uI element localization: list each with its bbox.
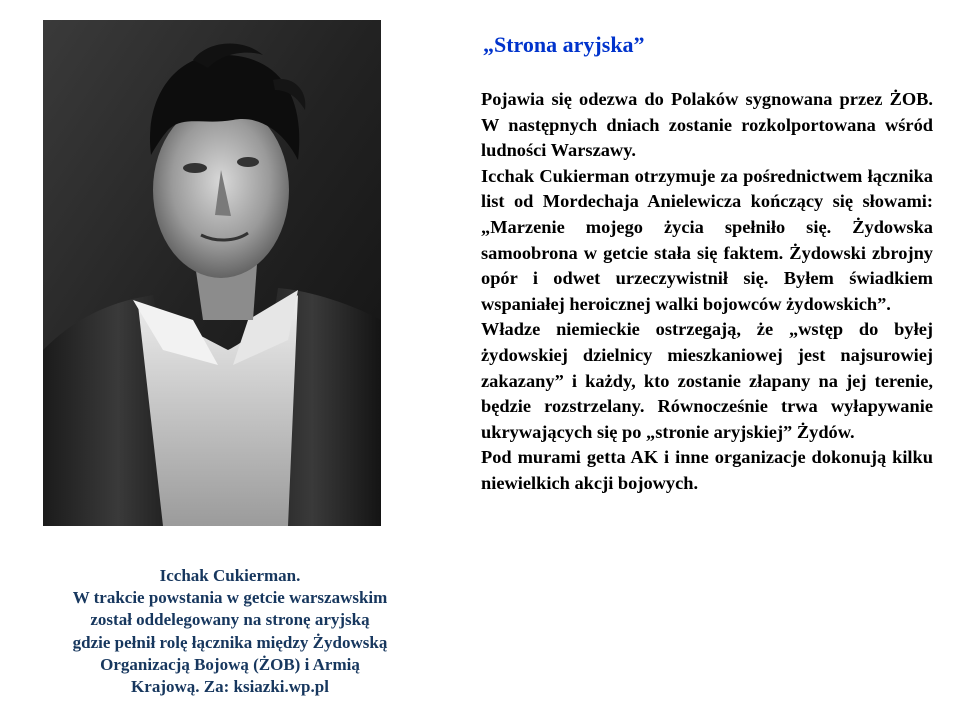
caption-line: został oddelegowany na stronę aryjską bbox=[90, 610, 370, 630]
caption-line: Krajową. Za: ksiazki.wp.pl bbox=[131, 677, 329, 697]
paragraph: Władze niemieckie ostrzegają, że „wstęp do byłej żydowskiej dzielnicy mieszkaniowej jest najsurowiej zakazany” i każdy, kto zostanie złapany na jej terenie, będzie rozstrzelany. Równocześnie trwa wyłapywanie ukrywających się po „stronie aryjskiej” Żydów. bbox=[481, 319, 933, 442]
portrait-photo bbox=[43, 20, 381, 526]
slide-title: „Strona aryjska” bbox=[483, 32, 645, 57]
photo-caption bbox=[0, 565, 460, 698]
caption-line: Icchak Cukierman. bbox=[159, 566, 301, 585]
body-text bbox=[481, 87, 933, 497]
paragraph: Icchak Cukierman otrzymuje za pośrednictwem łącznika list od Mordechaja Anielewicza kończący się słowami: „Marzenie mojego życia spełniło się. Żydowska samoobrona w getcie stała się faktem. Żydowski zbrojny opór i odwet urzeczywistnił się. Byłem świadkiem wspaniałej heroicznej walki bojowców żydowskich”. bbox=[481, 165, 933, 314]
paragraph: Pod murami getta AK i inne organizacje dokonują kilku niewielkich akcji bojowych. bbox=[481, 447, 933, 493]
caption-line: Organizacją Bojową (ŻOB) i Armią bbox=[100, 654, 360, 674]
paragraph: Pojawia się odezwa do Polaków sygnowana przez ŻOB. W następnych dniach zostanie rozkolportowana wśród ludności Warszawy. bbox=[481, 89, 933, 161]
caption-line: W trakcie powstania w getcie warszawskim bbox=[72, 588, 388, 608]
caption-line: gdzie pełnił rolę łącznika między Żydowską bbox=[72, 632, 388, 652]
